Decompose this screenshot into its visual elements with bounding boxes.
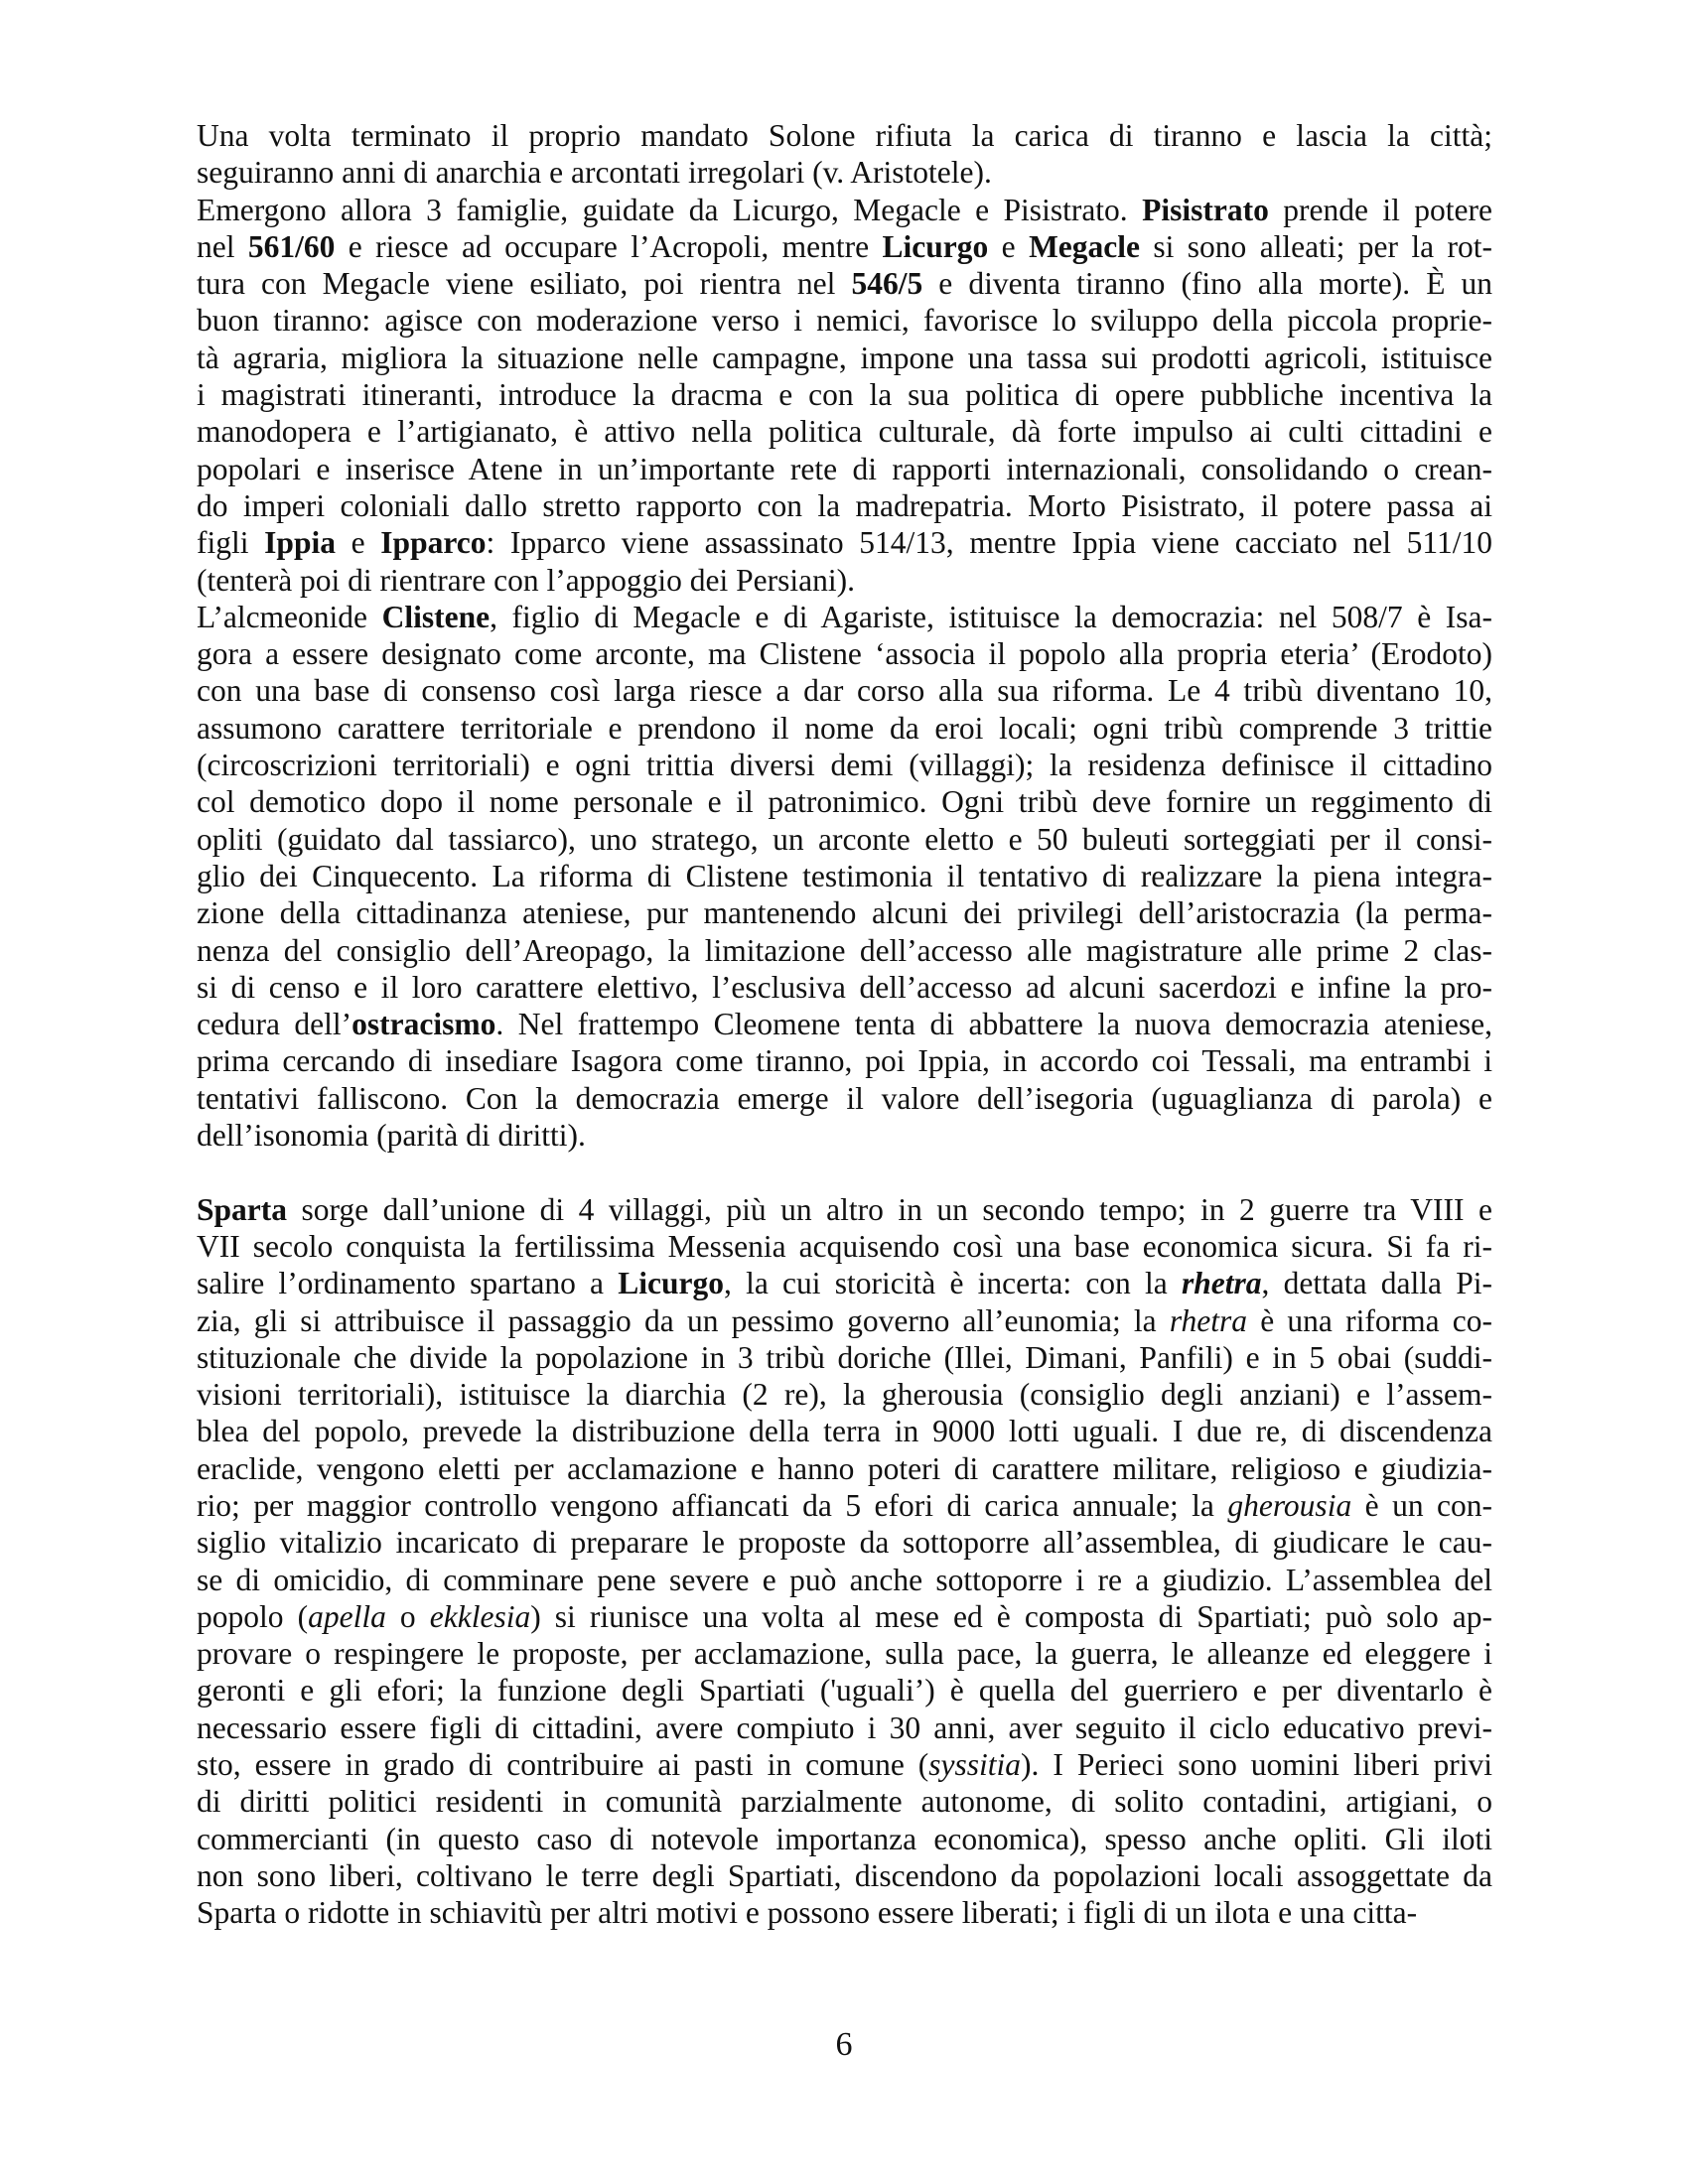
text-line	[197, 1709, 1492, 1746]
text-line	[197, 1746, 1492, 1783]
italic-term: syssitia	[928, 1747, 1022, 1783]
text-line	[197, 1376, 1492, 1413]
text-line	[197, 1302, 1492, 1339]
text-run: (circoscrizioni territoriali) e ogni trittia diversi demi (villaggi); la residenza definisce il cittadino	[197, 748, 1492, 783]
text-run: prima cercando di insediare Isagora come tiranno, poi Ippia, in accordo coi Tessali, ma entrambi i	[197, 1043, 1492, 1079]
text-line	[197, 747, 1492, 783]
text-line	[197, 1524, 1492, 1561]
text-line	[197, 1117, 1492, 1154]
text-line	[197, 562, 1492, 599]
text-line	[197, 524, 1492, 561]
text-run: zia, gli si attribuisce il passaggio da un pessimo governo all’eunomia; la	[197, 1302, 1170, 1338]
text-run: nel	[197, 228, 248, 264]
text-run: di diritti politici residenti in comunità parzialmente autonome, di solito contadini, artigiani, o	[197, 1784, 1492, 1820]
text-run: sorge dall’unione di 4 villaggi, più un altro in un secondo tempo; in 2 guerre tra VIII e	[287, 1191, 1492, 1227]
text-run: stituzionale che divide la popolazione in 3 tribù doriche (Illei, Dimani, Panfili) e in 5 obai (suddi-	[197, 1339, 1492, 1375]
paragraph-gap	[197, 1154, 1492, 1190]
text-line	[197, 894, 1492, 931]
text-line	[197, 302, 1492, 339]
text-run: , figlio di Megacle e di Agariste, istituisce la democrazia: nel 508/7 è Isa-	[490, 599, 1492, 634]
text-run: ) si riunisce una volta al mese ed è composta di Spartiati; può solo ap-	[530, 1598, 1493, 1634]
text-run: e	[335, 525, 381, 561]
text-run: blea del popolo, prevede la distribuzione della terra in 9000 lotti uguali. I due re, di discendenza	[197, 1414, 1492, 1449]
bold-term: 546/5	[851, 266, 923, 302]
text-line	[197, 451, 1492, 487]
text-run: do imperi coloniali dallo stretto rapporto con la madrepatria. Morto Pisistrato, il potere passa ai	[197, 487, 1492, 523]
bold-term: Megacle	[1029, 228, 1140, 264]
text-run: assumono carattere territoriale e prendono il nome da eroi locali; ogni tribù comprende 3 trittie	[197, 710, 1492, 746]
text-run: sto, essere in grado di contribuire ai pasti in comune (	[197, 1747, 929, 1783]
text-run: si di censo e il loro carattere elettivo, l’esclusiva dell’accesso ad alcuni sacerdozi e infine la pro-	[197, 969, 1492, 1005]
text-run: salire l’ordinamento spartano a	[197, 1266, 619, 1301]
bold-term: 561/60	[247, 228, 336, 264]
text-run: : Ipparco viene assassinato 514/13, mentre Ippia viene cacciato nel 511/10	[486, 525, 1493, 561]
text-run: e	[988, 228, 1030, 264]
text-run: commercianti (in questo caso di notevole importanza economica), spesso anche opliti. Gli iloti	[197, 1821, 1492, 1856]
text-run: tà agraria, migliora la situazione nelle campagne, impone una tassa sui prodotti agricoli, istituisce	[197, 340, 1492, 375]
text-line	[197, 1857, 1492, 1894]
text-run: . Nel frattempo Cleomene tenta di abbattere la nuova democrazia ateniese,	[495, 1007, 1492, 1042]
text-line	[197, 821, 1492, 858]
text-line	[197, 1080, 1492, 1117]
text-run: o	[385, 1598, 430, 1634]
text-line	[197, 1450, 1492, 1487]
text-line	[197, 376, 1492, 413]
text-line	[197, 1413, 1492, 1449]
paragraph	[197, 599, 1492, 1154]
paragraph	[197, 117, 1492, 192]
text-run: nenza del consiglio dell’Areopago, la limitazione dell’accesso alle magistrature alle prime 2 clas-	[197, 932, 1492, 968]
text-run: rio; per maggior controllo vengono affiancati da 5 efori di carica annuale; la	[197, 1487, 1228, 1523]
text-run: siglio vitalizio incaricato di preparare le proposte da sottoporre all’assemblea, di giudicare le cau-	[197, 1525, 1492, 1561]
text-line	[197, 969, 1492, 1006]
text-run: , dettata dalla Pi-	[1261, 1266, 1492, 1301]
text-line	[197, 1487, 1492, 1524]
text-line	[197, 858, 1492, 894]
text-run: buon tiranno: agisce con moderazione verso i nemici, favorisce lo sviluppo della piccola proprie-	[197, 303, 1492, 339]
text-run: è una riforma co-	[1247, 1302, 1492, 1338]
bold-term: Pisistrato	[1142, 192, 1269, 227]
text-line	[197, 932, 1492, 969]
text-line	[197, 154, 1492, 191]
text-run: seguiranno anni di anarchia e arcontati irregolari (v. Aristotele).	[197, 155, 992, 191]
text-run: geronti e gli efori; la funzione degli Spartiati ('uguali’) è quella del guerriero e per diventarlo è	[197, 1673, 1492, 1708]
text-run: Emergono allora 3 famiglie, guidate da Licurgo, Megacle e Pisistrato.	[197, 192, 1143, 227]
text-run: se di omicidio, di comminare pene severe e può anche sottoporre i re a giudizio. L’assemblea del	[197, 1562, 1492, 1597]
text-line	[197, 672, 1492, 709]
text-run: popolo (	[197, 1598, 309, 1634]
text-line	[197, 340, 1492, 376]
text-run: ). I Perieci sono uomini liberi privi	[1021, 1747, 1492, 1783]
text-run: si sono alleati; per la rot-	[1140, 228, 1493, 264]
italic-term: gherousia	[1227, 1487, 1352, 1523]
text-run: prende il potere	[1268, 192, 1492, 227]
text-run: VII secolo conquista la fertilissima Messenia acquisendo così una base economica sicura. Si fa ri-	[197, 1228, 1492, 1264]
text-run: Una volta terminato il proprio mandato Solone rifiuta la carica di tiranno e lascia la città;	[197, 118, 1492, 153]
text-run: dell’isonomia (parità di diritti).	[197, 1118, 586, 1154]
text-line	[197, 228, 1492, 265]
bold-term: Licurgo	[618, 1266, 724, 1301]
text-line	[197, 1783, 1492, 1820]
text-line	[197, 1821, 1492, 1857]
text-run: e diventa tiranno (fino alla morte). È un	[922, 266, 1493, 302]
text-run: col demotico dopo il nome personale e il patronimico. Ogni tribù deve fornire un reggimento di	[197, 784, 1492, 820]
bold-term: rhetra	[1181, 1266, 1262, 1301]
text-line	[197, 1894, 1492, 1931]
text-run: L’alcmeonide	[197, 599, 382, 634]
bold-term: Ippia	[264, 525, 336, 561]
text-run: i magistrati itineranti, introduce la dracma e con la sua politica di opere pubbliche incentiva la	[197, 377, 1492, 413]
text-line	[197, 783, 1492, 820]
paragraph	[197, 192, 1492, 599]
text-line	[197, 1006, 1492, 1042]
italic-term: ekklesia	[429, 1598, 531, 1634]
text-run: tentativi falliscono. Con la democrazia emerge il valore dell’isegoria (uguaglianza di parola) e	[197, 1080, 1492, 1116]
text-line	[197, 487, 1492, 524]
text-line	[197, 1042, 1492, 1079]
text-run: zione della cittadinanza ateniese, pur mantenendo alcuni dei privilegi dell’aristocrazia (la perma-	[197, 895, 1492, 931]
text-line	[197, 192, 1492, 228]
text-run: figli	[197, 525, 265, 561]
text-run: eraclide, vengono eletti per acclamazione e hanno poteri di carattere militare, religioso e giudizia-	[197, 1450, 1492, 1486]
text-line	[197, 1562, 1492, 1598]
text-run: è un con-	[1351, 1487, 1492, 1523]
text-run: cedura dell’	[197, 1007, 352, 1042]
text-run: Sparta o ridotte in schiavitù per altri motivi e possono essere liberati; i figli di un ilota e una citta-	[197, 1895, 1418, 1931]
text-run: glio dei Cinquecento. La riforma di Clistene testimonia il tentativo di realizzare la piena integra-	[197, 858, 1492, 893]
text-line	[197, 265, 1492, 302]
text-line	[197, 1339, 1492, 1376]
text-run: , la cui storicità è incerta: con la	[724, 1266, 1182, 1301]
text-line	[197, 1672, 1492, 1708]
text-line	[197, 1191, 1492, 1228]
text-line	[197, 599, 1492, 635]
bold-term: ostracismo	[352, 1007, 496, 1042]
text-run: visioni territoriali), istituisce la diarchia (2 re), la gherousia (consiglio degli anziani) e l’assem-	[197, 1377, 1492, 1413]
text-run: con una base di consenso così larga riesce a dar corso alla sua riforma. Le 4 tribù diventano 10,	[197, 673, 1492, 709]
text-run: manodopera e l’artigianato, è attivo nella politica culturale, dà forte impulso ai culti cittadini e	[197, 414, 1492, 450]
text-run: gora a essere designato come arconte, ma Clistene ‘associa il popolo alla propria eteria’ (Erodoto)	[197, 636, 1492, 672]
bold-term: Licurgo	[882, 228, 989, 264]
text-run: popolari e inserisce Atene in un’importante rete di rapporti internazionali, consolidando o crean-	[197, 451, 1492, 486]
paragraph	[197, 1191, 1492, 1932]
bold-term: Sparta	[197, 1191, 288, 1227]
text-line	[197, 1265, 1492, 1301]
text-line	[197, 635, 1492, 672]
text-run: non sono liberi, coltivano le terre degli Spartiati, discendono da popolazioni locali assoggettate da	[197, 1857, 1492, 1893]
text-run: e riesce ad occupare l’Acropoli, mentre	[335, 228, 883, 264]
italic-term: rhetra	[1169, 1302, 1248, 1338]
text-run: (tenterà poi di rientrare con l’appoggio dei Persiani).	[197, 562, 856, 598]
italic-term: apella	[308, 1598, 386, 1634]
text-line	[197, 117, 1492, 154]
page-number: 6	[835, 2026, 853, 2063]
text-line	[197, 1635, 1492, 1672]
document-body	[197, 117, 1492, 1932]
bold-term: Ipparco	[380, 525, 487, 561]
text-run: opliti (guidato dal tassiarco), uno stratego, un arconte eletto e 50 buleuti sorteggiati per il consi-	[197, 821, 1492, 857]
text-line	[197, 710, 1492, 747]
text-line	[197, 1598, 1492, 1635]
text-line	[197, 413, 1492, 450]
text-line	[197, 1228, 1492, 1265]
text-run: provare o respingere le proposte, per acclamazione, sulla pace, la guerra, le alleanze ed eleggere i	[197, 1636, 1492, 1672]
text-run: tura con Megacle viene esiliato, poi rientra nel	[197, 266, 852, 302]
text-run: necessario essere figli di cittadini, avere compiuto i 30 anni, aver seguito il ciclo educativo previ-	[197, 1709, 1492, 1745]
bold-term: Clistene	[381, 599, 491, 634]
